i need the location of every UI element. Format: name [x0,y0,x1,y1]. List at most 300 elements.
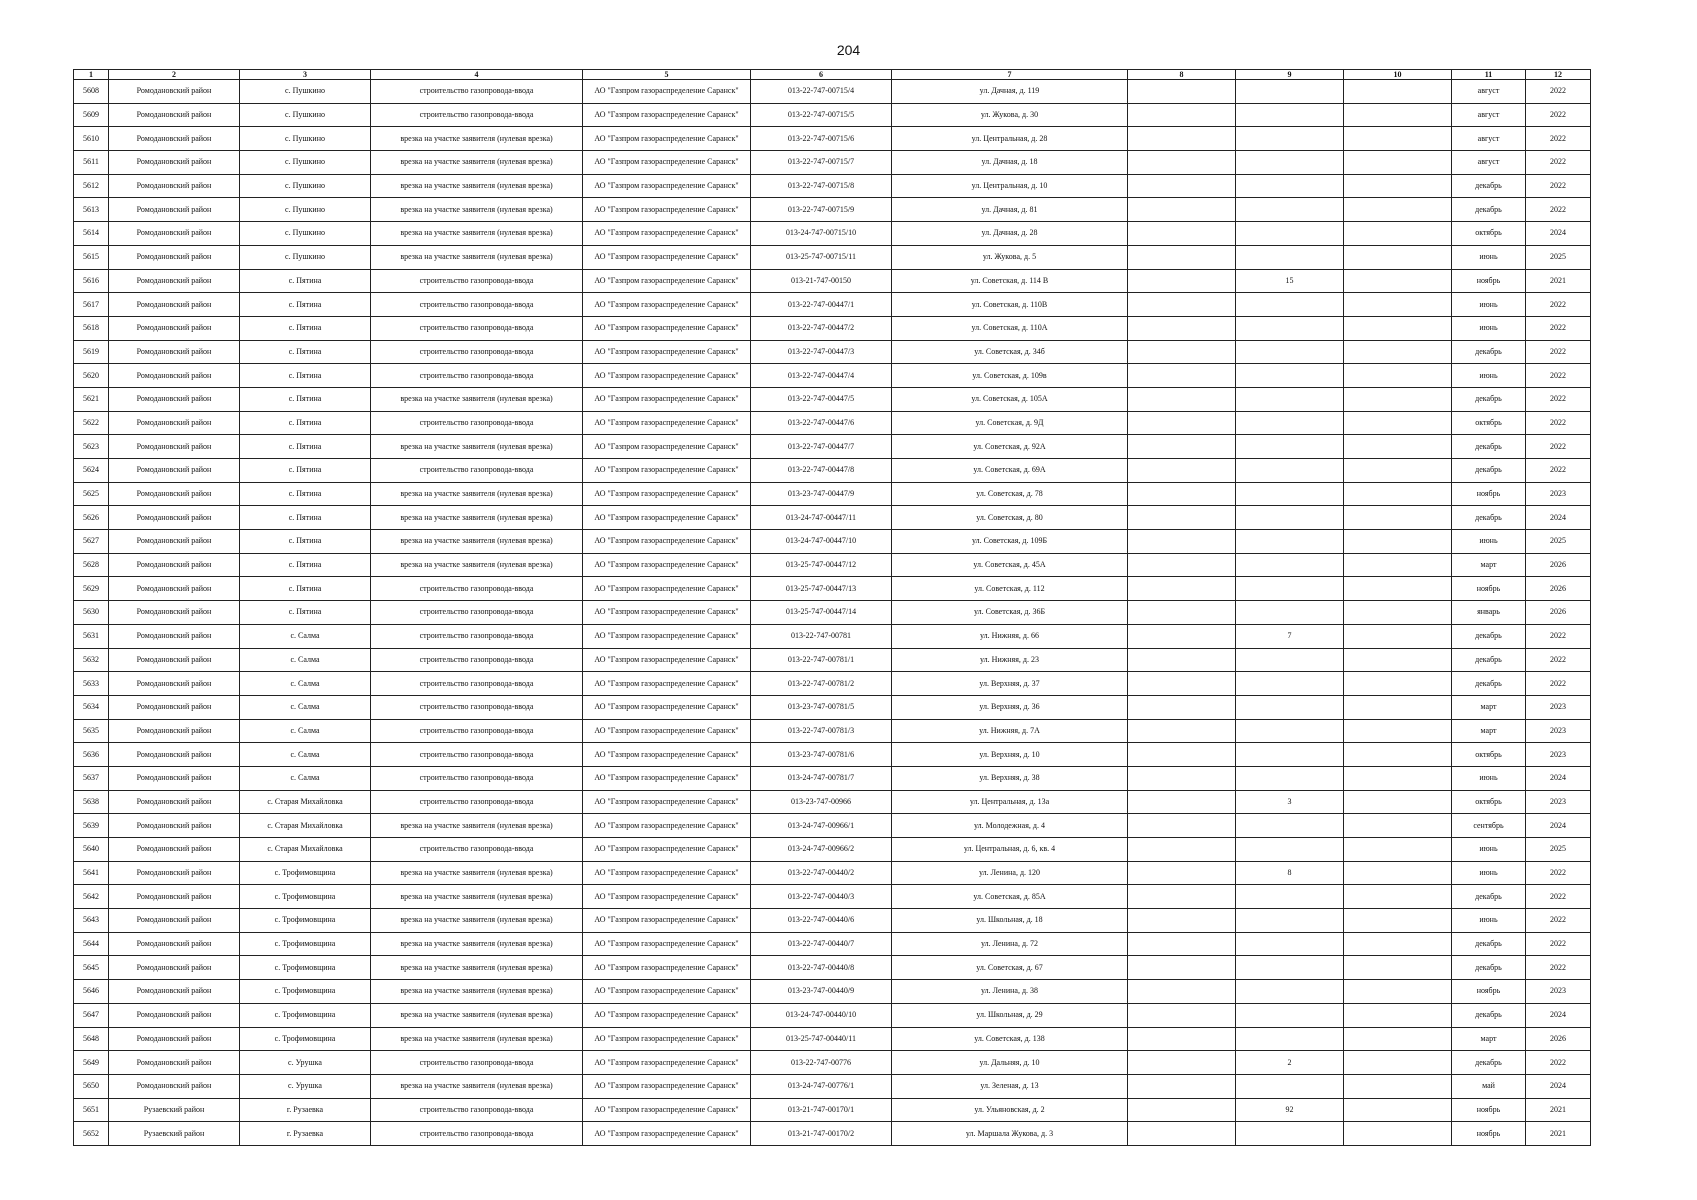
table-cell: 5610 [74,127,109,151]
table-cell: Ромодановский район [109,530,240,554]
table-cell: ул. Нижняя, д. 23 [892,648,1128,672]
table-cell: с. Пятина [240,435,371,459]
table-cell [1128,932,1236,956]
table-cell: 013-23-747-00447/9 [751,482,892,506]
table-cell: 2022 [1526,1051,1591,1075]
table-cell: 5624 [74,459,109,483]
table-cell: ул. Советская, д. 85А [892,885,1128,909]
table-cell: 92 [1236,1098,1344,1122]
table-cell [1236,411,1344,435]
table-cell: Ромодановский район [109,932,240,956]
table-cell: 15 [1236,269,1344,293]
table-cell: ул. Советская, д. 78 [892,482,1128,506]
table-cell: Ромодановский район [109,316,240,340]
table-cell: АО "Газпром газораспределение Саранск" [583,838,751,862]
table-cell: 013-22-747-00447/7 [751,435,892,459]
table-cell: Ромодановский район [109,601,240,625]
table-cell: 013-25-747-00440/11 [751,1027,892,1051]
table-cell: 5631 [74,624,109,648]
table-cell: июнь [1452,909,1526,933]
table-cell: 013-22-747-00715/4 [751,80,892,104]
table-cell: с. Пятина [240,316,371,340]
table-cell: 5638 [74,790,109,814]
table-cell [1128,174,1236,198]
table-cell: Ромодановский район [109,340,240,364]
table-cell [1128,127,1236,151]
table-cell: декабрь [1452,174,1526,198]
table-cell: январь [1452,601,1526,625]
table-cell: 2023 [1526,743,1591,767]
table-cell: ул. Нижняя, д. 7А [892,719,1128,743]
column-header: 6 [751,70,892,80]
table-cell [1128,695,1236,719]
table-cell: 5640 [74,838,109,862]
table-cell: строительство газопровода-ввода [371,743,583,767]
table-cell: 5618 [74,316,109,340]
table-cell: 2022 [1526,672,1591,696]
table-cell: 013-22-747-00715/8 [751,174,892,198]
table-cell: Ромодановский район [109,838,240,862]
column-header: 2 [109,70,240,80]
table-cell: Ромодановский район [109,1074,240,1098]
table-cell: 2025 [1526,530,1591,554]
table-cell: 5614 [74,222,109,246]
table-cell [1236,1122,1344,1146]
table-cell: ул. Советская, д. 9Д [892,411,1128,435]
table-cell: с. Пушкино [240,127,371,151]
table-cell [1344,932,1452,956]
table-cell: строительство газопровода-ввода [371,790,583,814]
table-cell: 013-24-747-00966/2 [751,838,892,862]
table-cell: 5652 [74,1122,109,1146]
table-cell: врезка на участке заявителя (нулевая врезка) [371,435,583,459]
table-cell [1236,672,1344,696]
table-cell [1236,316,1344,340]
table-cell: АО "Газпром газораспределение Саранск" [583,980,751,1004]
table-cell [1236,127,1344,151]
table-cell [1128,151,1236,175]
table-cell: врезка на участке заявителя (нулевая врезка) [371,198,583,222]
table-cell: 2022 [1526,340,1591,364]
table-cell: с. Пятина [240,506,371,530]
table-cell: с. Салма [240,624,371,648]
table-cell: 013-21-747-00170/2 [751,1122,892,1146]
table-cell: строительство газопровода-ввода [371,364,583,388]
table-cell [1236,222,1344,246]
header-row [74,70,1591,80]
table-cell: АО "Газпром газораспределение Саранск" [583,269,751,293]
table-row [74,340,1591,364]
table-cell: строительство газопровода-ввода [371,340,583,364]
table-cell: АО "Газпром газораспределение Саранск" [583,909,751,933]
table-cell: с. Салма [240,719,371,743]
table-cell: Ромодановский район [109,459,240,483]
table-cell: строительство газопровода-ввода [371,672,583,696]
table-row [74,80,1591,104]
table-cell: ул. Маршала Жукова, д. 3 [892,1122,1128,1146]
table-cell: Ромодановский район [109,648,240,672]
table-cell: АО "Газпром газораспределение Саранск" [583,601,751,625]
table-cell [1128,103,1236,127]
table-row [74,601,1591,625]
table-cell [1344,956,1452,980]
table-cell: 2022 [1526,198,1591,222]
table-cell [1344,601,1452,625]
table-cell: 2022 [1526,861,1591,885]
table-cell: строительство газопровода-ввода [371,80,583,104]
table-cell: 013-22-747-00447/3 [751,340,892,364]
table-cell: строительство газопровода-ввода [371,103,583,127]
table-cell [1236,719,1344,743]
table-cell [1128,198,1236,222]
table-cell [1344,695,1452,719]
table-cell: ноябрь [1452,269,1526,293]
table-cell: ул. Советская, д. 110А [892,316,1128,340]
table-cell: ул. Центральная, д. 10 [892,174,1128,198]
table-cell [1128,316,1236,340]
table-cell: 2024 [1526,1074,1591,1098]
table-cell [1236,293,1344,317]
table-cell: 2023 [1526,695,1591,719]
table-cell: АО "Газпром газораспределение Саранск" [583,861,751,885]
table-cell: АО "Газпром газораспределение Саранск" [583,293,751,317]
table-cell [1236,766,1344,790]
table-cell: 5608 [74,80,109,104]
column-header: 7 [892,70,1128,80]
table-cell: АО "Газпром газораспределение Саранск" [583,1098,751,1122]
table-cell [1236,340,1344,364]
table-row [74,387,1591,411]
table-cell: АО "Газпром газораспределение Саранск" [583,885,751,909]
table-cell [1128,553,1236,577]
table-cell: АО "Газпром газораспределение Саранск" [583,198,751,222]
table-cell: 013-22-747-00781 [751,624,892,648]
table-cell: с. Трофимовщина [240,1003,371,1027]
table-cell [1128,719,1236,743]
table-cell [1128,506,1236,530]
table-cell: 013-24-747-00447/10 [751,530,892,554]
table-cell: строительство газопровода-ввода [371,601,583,625]
table-cell: с. Пушкино [240,151,371,175]
table-cell [1128,269,1236,293]
table-cell: АО "Газпром газораспределение Саранск" [583,364,751,388]
table-cell: 013-22-747-00447/5 [751,387,892,411]
table-cell: Ромодановский район [109,672,240,696]
table-cell: АО "Газпром газораспределение Саранск" [583,80,751,104]
table-cell [1128,459,1236,483]
table-cell: 2022 [1526,174,1591,198]
table-cell: декабрь [1452,672,1526,696]
table-cell: октябрь [1452,411,1526,435]
table-cell: ул. Советская, д. 80 [892,506,1128,530]
table-cell [1344,103,1452,127]
table-cell: АО "Газпром газораспределение Саранск" [583,672,751,696]
table-cell: врезка на участке заявителя (нулевая врезка) [371,506,583,530]
table-cell: строительство газопровода-ввода [371,269,583,293]
table-cell: с. Салма [240,695,371,719]
table-cell [1236,459,1344,483]
table-cell: 8 [1236,861,1344,885]
table-cell: 2022 [1526,316,1591,340]
table-cell: ул. Верхняя, д. 10 [892,743,1128,767]
table-cell: 013-22-747-00440/2 [751,861,892,885]
column-header: 4 [371,70,583,80]
table-cell [1236,1027,1344,1051]
table-cell: АО "Газпром газораспределение Саранск" [583,127,751,151]
table-cell: ул. Дачная, д. 18 [892,151,1128,175]
table-cell [1344,198,1452,222]
table-cell [1128,814,1236,838]
table-cell: с. Пятина [240,553,371,577]
table-cell: 2022 [1526,932,1591,956]
column-header: 10 [1344,70,1452,80]
table-cell: 2023 [1526,790,1591,814]
table-cell [1128,80,1236,104]
column-header: 11 [1452,70,1526,80]
table-cell: 5648 [74,1027,109,1051]
table-row [74,553,1591,577]
table-cell: ул. Советская, д. 105А [892,387,1128,411]
table-cell: 5622 [74,411,109,435]
table-cell [1128,909,1236,933]
table-cell: ул. Советская, д. 45А [892,553,1128,577]
table-cell: ноябрь [1452,1122,1526,1146]
table-cell: 2022 [1526,885,1591,909]
table-cell: 5649 [74,1051,109,1075]
table-cell: 013-22-747-00447/1 [751,293,892,317]
table-row [74,1003,1591,1027]
table-row [74,411,1591,435]
table-cell: 013-25-747-00447/12 [751,553,892,577]
table-cell: 2022 [1526,411,1591,435]
table-cell: Ромодановский район [109,1051,240,1075]
table-cell: строительство газопровода-ввода [371,316,583,340]
table-cell [1128,1027,1236,1051]
table-cell [1128,293,1236,317]
table-cell: Ромодановский район [109,198,240,222]
table-cell: 2024 [1526,506,1591,530]
table-cell: ул. Школьная, д. 18 [892,909,1128,933]
table-row [74,743,1591,767]
table-cell: ул. Советская, д. 114 В [892,269,1128,293]
table-cell: 2026 [1526,553,1591,577]
table-cell: 013-22-747-00776 [751,1051,892,1075]
table-cell: Ромодановский район [109,577,240,601]
table-cell [1128,222,1236,246]
table-cell: врезка на участке заявителя (нулевая врезка) [371,127,583,151]
table-cell: АО "Газпром газораспределение Саранск" [583,1074,751,1098]
table-cell: АО "Газпром газораспределение Саранск" [583,387,751,411]
table-cell: АО "Газпром газораспределение Саранск" [583,459,751,483]
table-cell: с. Трофимовщина [240,932,371,956]
table-cell: врезка на участке заявителя (нулевая врезка) [371,174,583,198]
table-cell [1128,482,1236,506]
table-cell: АО "Газпром газораспределение Саранск" [583,151,751,175]
table-cell: ул. Советская, д. 34б [892,340,1128,364]
column-header: 9 [1236,70,1344,80]
table-cell: АО "Газпром газораспределение Саранск" [583,695,751,719]
table-cell [1344,482,1452,506]
table-cell: ноябрь [1452,1098,1526,1122]
table-row [74,932,1591,956]
table-cell: 013-22-747-00440/3 [751,885,892,909]
table-cell [1344,766,1452,790]
table-cell: АО "Газпром газораспределение Саранск" [583,1027,751,1051]
table-row [74,1027,1591,1051]
table-cell: врезка на участке заявителя (нулевая врезка) [371,482,583,506]
table-cell [1128,766,1236,790]
table-cell [1236,909,1344,933]
table-row [74,174,1591,198]
table-cell: строительство газопровода-ввода [371,648,583,672]
table-cell: строительство газопровода-ввода [371,624,583,648]
table-cell: 5620 [74,364,109,388]
table-cell [1344,1074,1452,1098]
table-cell [1344,743,1452,767]
table-cell: декабрь [1452,459,1526,483]
table-cell: с. Пушкино [240,174,371,198]
table-cell [1344,459,1452,483]
table-cell: с. Пятина [240,601,371,625]
table-cell [1344,1051,1452,1075]
table-body [74,80,1591,1146]
table-cell: врезка на участке заявителя (нулевая врезка) [371,980,583,1004]
table-cell: декабрь [1452,506,1526,530]
table-cell: 013-23-747-00966 [751,790,892,814]
table-cell: июнь [1452,838,1526,862]
table-cell: 5642 [74,885,109,909]
table-cell [1236,1074,1344,1098]
table-cell: октябрь [1452,743,1526,767]
table-cell: Ромодановский район [109,293,240,317]
table-cell: Ромодановский район [109,269,240,293]
table-cell: строительство газопровода-ввода [371,838,583,862]
table-cell: Ромодановский район [109,885,240,909]
table-cell: АО "Газпром газораспределение Саранск" [583,719,751,743]
table-cell [1236,601,1344,625]
table-cell [1344,530,1452,554]
table-cell: март [1452,553,1526,577]
table-cell: Рузаевский район [109,1098,240,1122]
table-cell [1128,411,1236,435]
table-cell: АО "Газпром газораспределение Саранск" [583,790,751,814]
table-cell: 013-22-747-00447/2 [751,316,892,340]
table-cell [1344,80,1452,104]
table-cell: АО "Газпром газораспределение Саранск" [583,174,751,198]
table-cell: 5619 [74,340,109,364]
table-row [74,861,1591,885]
table-cell: 013-23-747-00781/5 [751,695,892,719]
table-cell: 2022 [1526,364,1591,388]
table-cell: Ромодановский район [109,766,240,790]
table-cell: сентябрь [1452,814,1526,838]
table-cell: 2022 [1526,648,1591,672]
table-cell: 2022 [1526,909,1591,933]
table-cell: 2022 [1526,151,1591,175]
table-cell: ул. Школьная, д. 29 [892,1003,1128,1027]
table-cell: август [1452,80,1526,104]
table-cell [1236,151,1344,175]
table-cell: строительство газопровода-ввода [371,577,583,601]
table-cell: АО "Газпром газораспределение Саранск" [583,766,751,790]
table-cell: 013-21-747-00150 [751,269,892,293]
table-cell: 5615 [74,245,109,269]
table-cell: с. Трофимовщина [240,1027,371,1051]
table-cell: врезка на участке заявителя (нулевая врезка) [371,956,583,980]
table-cell: Ромодановский район [109,151,240,175]
table-cell [1344,269,1452,293]
table-cell: АО "Газпром газораспределение Саранск" [583,648,751,672]
table-cell: 013-24-747-00440/10 [751,1003,892,1027]
table-cell: 5627 [74,530,109,554]
table-cell: ул. Жукова, д. 30 [892,103,1128,127]
table-cell: Ромодановский район [109,411,240,435]
table-cell: 013-25-747-00447/13 [751,577,892,601]
table-cell: ул. Ульяновская, д. 2 [892,1098,1128,1122]
table-cell: ул. Молодежная, д. 4 [892,814,1128,838]
table-cell: с. Салма [240,672,371,696]
table-cell: АО "Газпром газораспределение Саранск" [583,743,751,767]
table-row [74,838,1591,862]
table-cell: ул. Дальняя, д. 10 [892,1051,1128,1075]
table-cell [1236,814,1344,838]
table-cell: ул. Советская, д. 110В [892,293,1128,317]
table-cell: 5650 [74,1074,109,1098]
table-cell: с. Пушкино [240,245,371,269]
table-cell: 013-24-747-00966/1 [751,814,892,838]
table-cell: 5630 [74,601,109,625]
table-cell: 5632 [74,648,109,672]
table-cell: декабрь [1452,885,1526,909]
table-cell: декабрь [1452,387,1526,411]
table-cell: АО "Газпром газораспределение Саранск" [583,624,751,648]
table-cell [1236,885,1344,909]
table-cell: Ромодановский район [109,624,240,648]
table-cell: АО "Газпром газораспределение Саранск" [583,411,751,435]
table-cell [1236,956,1344,980]
column-header: 3 [240,70,371,80]
table-cell [1344,222,1452,246]
table-cell: с. Трофимовщина [240,956,371,980]
table-cell: с. Урушка [240,1051,371,1075]
table-row [74,648,1591,672]
table-cell: 2024 [1526,814,1591,838]
table-cell [1128,838,1236,862]
table-cell: 013-23-747-00781/6 [751,743,892,767]
table-cell: с. Старая Михайловка [240,838,371,862]
table-cell: ул. Советская, д. 109в [892,364,1128,388]
table-cell [1128,340,1236,364]
table-cell [1344,909,1452,933]
table-cell: 5635 [74,719,109,743]
table-cell: врезка на участке заявителя (нулевая врезка) [371,885,583,909]
table-cell [1344,790,1452,814]
table-cell: 013-22-747-00440/8 [751,956,892,980]
table-cell: врезка на участке заявителя (нулевая врезка) [371,530,583,554]
table-cell [1128,648,1236,672]
table-cell: врезка на участке заявителя (нулевая врезка) [371,222,583,246]
table-cell: 2022 [1526,459,1591,483]
table-cell [1344,648,1452,672]
table-row [74,885,1591,909]
table-cell [1128,672,1236,696]
table-cell [1236,387,1344,411]
table-cell: АО "Газпром газораспределение Саранск" [583,103,751,127]
table-cell: АО "Газпром газораспределение Саранск" [583,1003,751,1027]
table-cell: ул. Центральная, д. 13а [892,790,1128,814]
table-cell: 5646 [74,980,109,1004]
table-cell: строительство газопровода-ввода [371,695,583,719]
